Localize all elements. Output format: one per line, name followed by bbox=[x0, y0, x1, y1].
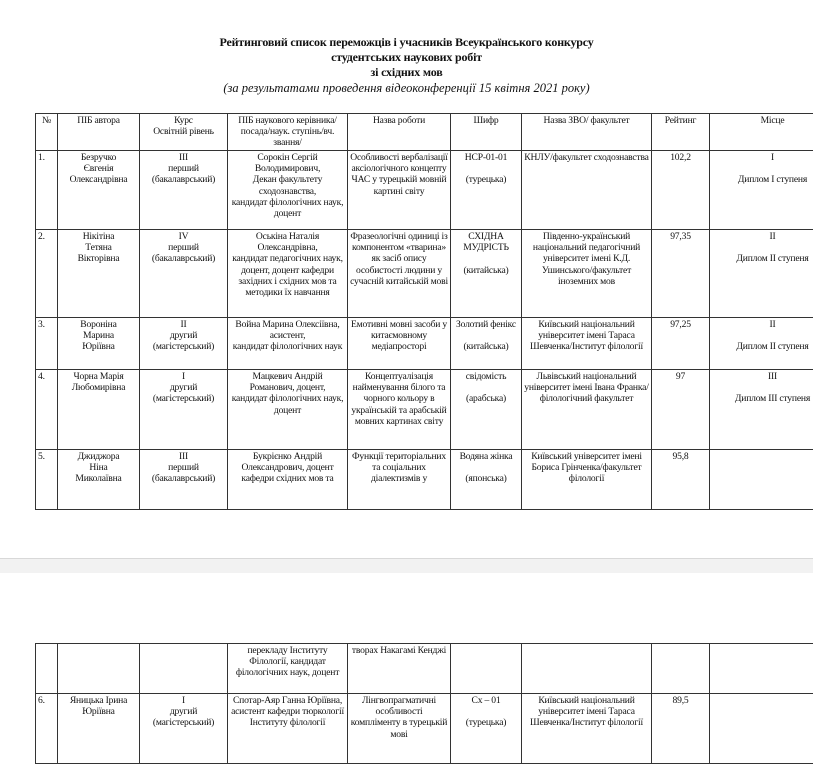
cell-university: Львівський національний університет імені Івана Франка/філологічний факультет bbox=[522, 370, 652, 450]
cell-work-title: Лінгвопрагматичні особливості компліменту в турецькій мові bbox=[348, 694, 451, 764]
cell-place bbox=[710, 644, 813, 694]
header-code: Шифр bbox=[451, 114, 522, 151]
cell-place bbox=[710, 694, 813, 764]
table-row bbox=[36, 694, 813, 764]
cell-code: НСР-01-01 (турецька) bbox=[451, 151, 522, 230]
cell-course: II другий (магістерський) bbox=[140, 318, 228, 370]
cell-number: 5. bbox=[36, 450, 58, 510]
cell-author: Джиджора Ніна Миколаївна bbox=[58, 450, 140, 510]
cell-course: I другий (магістерський) bbox=[140, 370, 228, 450]
cell-course bbox=[140, 644, 228, 694]
header-work-title: Назва роботи bbox=[348, 114, 451, 151]
cell-number: 3. bbox=[36, 318, 58, 370]
document-subtitle: (за результатами проведення відеоконференції 15 квітня 2021 року) bbox=[0, 81, 813, 96]
cell-code: свідомість (арабська) bbox=[451, 370, 522, 450]
cell-number: 6. bbox=[36, 694, 58, 764]
cell-author: Безручко Євгенія Олександрівна bbox=[58, 151, 140, 230]
table-row bbox=[36, 151, 813, 230]
cell-supervisor: Война Марина Олексіївна, асистент, кандидат філологічних наук bbox=[228, 318, 348, 370]
cell-code bbox=[451, 644, 522, 694]
cell-code: Золотий фенікс (китайська) bbox=[451, 318, 522, 370]
table-header-row bbox=[36, 114, 813, 151]
header-author: ПІБ автора bbox=[58, 114, 140, 151]
cell-code: Водяна жінка (японська) bbox=[451, 450, 522, 510]
cell-number: 2. bbox=[36, 230, 58, 318]
cell-university bbox=[522, 644, 652, 694]
cell-rating: 97,25 bbox=[652, 318, 710, 370]
cell-course: ІІІ перший (бакалаврський) bbox=[140, 450, 228, 510]
cell-work-title: Функції територіальних та соціальних діалектизмів у bbox=[348, 450, 451, 510]
cell-university: Південно-український національний педагогічний університет імені К.Д. Ушинського/факультет іноземних мов bbox=[522, 230, 652, 318]
table-row bbox=[36, 644, 813, 694]
cell-supervisor: Букрієнко Андрій Олександрович, доцент кафедри східних мов та bbox=[228, 450, 348, 510]
table-row bbox=[36, 450, 813, 510]
cell-place bbox=[710, 450, 813, 510]
cell-author: Чорна Марія Любомирівна bbox=[58, 370, 140, 450]
cell-place: II Диплом II ступеня bbox=[710, 230, 813, 318]
cell-rating: 102,2 bbox=[652, 151, 710, 230]
table-row bbox=[36, 230, 813, 318]
page-separator bbox=[0, 558, 813, 574]
cell-university: КНЛУ/факультет сходознавства bbox=[522, 151, 652, 230]
cell-place: I Диплом I ступеня bbox=[710, 151, 813, 230]
cell-number: 1. bbox=[36, 151, 58, 230]
cell-place: II Диплом II ступеня bbox=[710, 318, 813, 370]
header-number: № bbox=[36, 114, 58, 151]
cell-author: Вороніна Марина Юріївна bbox=[58, 318, 140, 370]
cell-course: I другий (магістерський) bbox=[140, 694, 228, 764]
cell-course: ІІІ перший (бакалаврський) bbox=[140, 151, 228, 230]
cell-number bbox=[36, 644, 58, 694]
cell-university: Київський університет імені Бориса Грінченка/факультет філології bbox=[522, 450, 652, 510]
cell-course: ІV перший (бакалаврський) bbox=[140, 230, 228, 318]
table-row bbox=[36, 370, 813, 450]
document-title-line-3: зі східних мов bbox=[0, 65, 813, 80]
rating-table bbox=[35, 113, 813, 510]
header-rating: Рейтинг bbox=[652, 114, 710, 151]
cell-work-title: Фразеологічні одиниці із компонентом «тварина» як засіб опису особистості людини у сучасній китайській мові bbox=[348, 230, 451, 318]
cell-author: Нікітіна Тетяна Вікторівна bbox=[58, 230, 140, 318]
cell-author: Яницька Ірина Юріївна bbox=[58, 694, 140, 764]
cell-supervisor: Оськіна Наталія Олександрівна, кандидат педагогічних наук, доцент, доцент кафедри західних і східних мов та методики їх навчання bbox=[228, 230, 348, 318]
cell-author bbox=[58, 644, 140, 694]
cell-university: Київський національний університет імені Тараса Шевченка/Інститут філології bbox=[522, 318, 652, 370]
cell-supervisor: Спотар-Аяр Ганна Юріївна, асистент кафедри тюркології Інституту філології bbox=[228, 694, 348, 764]
cell-rating: 97,35 bbox=[652, 230, 710, 318]
cell-rating: 95,8 bbox=[652, 450, 710, 510]
cell-rating: 97 bbox=[652, 370, 710, 450]
cell-work-title: Концептуалізація найменування білого та чорного кольору в українській та арабській мовних картинах світу bbox=[348, 370, 451, 450]
document-title-line-1: Рейтинговий список переможців і учасників Всеукраїнського конкурсу bbox=[0, 35, 813, 50]
cell-supervisor: Мацкевич Андрій Романович, доцент, кандидат філологічних наук, доцент bbox=[228, 370, 348, 450]
document-title-line-2: студентських наукових робіт bbox=[0, 50, 813, 65]
cell-code: СХІДНА МУДРІСТЬ (китайська) bbox=[451, 230, 522, 318]
cell-work-title: Особливості вербалізації аксіологічного концепту ЧАС у турецькій мовній картині світу bbox=[348, 151, 451, 230]
document-page-2 bbox=[0, 573, 813, 755]
header-university: Назва ЗВО/ факультет bbox=[522, 114, 652, 151]
cell-number: 4. bbox=[36, 370, 58, 450]
cell-supervisor: Сорокін Сергій Володимирович, Декан факультету сходознавства, кандидат філологічних наук, доцент bbox=[228, 151, 348, 230]
rating-table-continued bbox=[35, 643, 813, 764]
cell-work-title: Емотивні мовні засоби у китаємовному медіапросторі bbox=[348, 318, 451, 370]
cell-code: Сх – 01 (турецька) bbox=[451, 694, 522, 764]
cell-supervisor: перекладу Інституту Філології, кандидат філологічних наук, доцент bbox=[228, 644, 348, 694]
cell-work-title: творах Накагамі Кенджі bbox=[348, 644, 451, 694]
cell-rating bbox=[652, 644, 710, 694]
header-supervisor: ПІБ наукового керівника/посада/наук. ступінь/вч. звання/ bbox=[228, 114, 348, 151]
cell-place: III Диплом III ступеня bbox=[710, 370, 813, 450]
cell-university: Київський національний університет імені Тараса Шевченка/Інститут філології bbox=[522, 694, 652, 764]
header-course: Курс Освітній рівень bbox=[140, 114, 228, 151]
header-place: Місце bbox=[710, 114, 813, 151]
table-row bbox=[36, 318, 813, 370]
cell-rating: 89,5 bbox=[652, 694, 710, 764]
